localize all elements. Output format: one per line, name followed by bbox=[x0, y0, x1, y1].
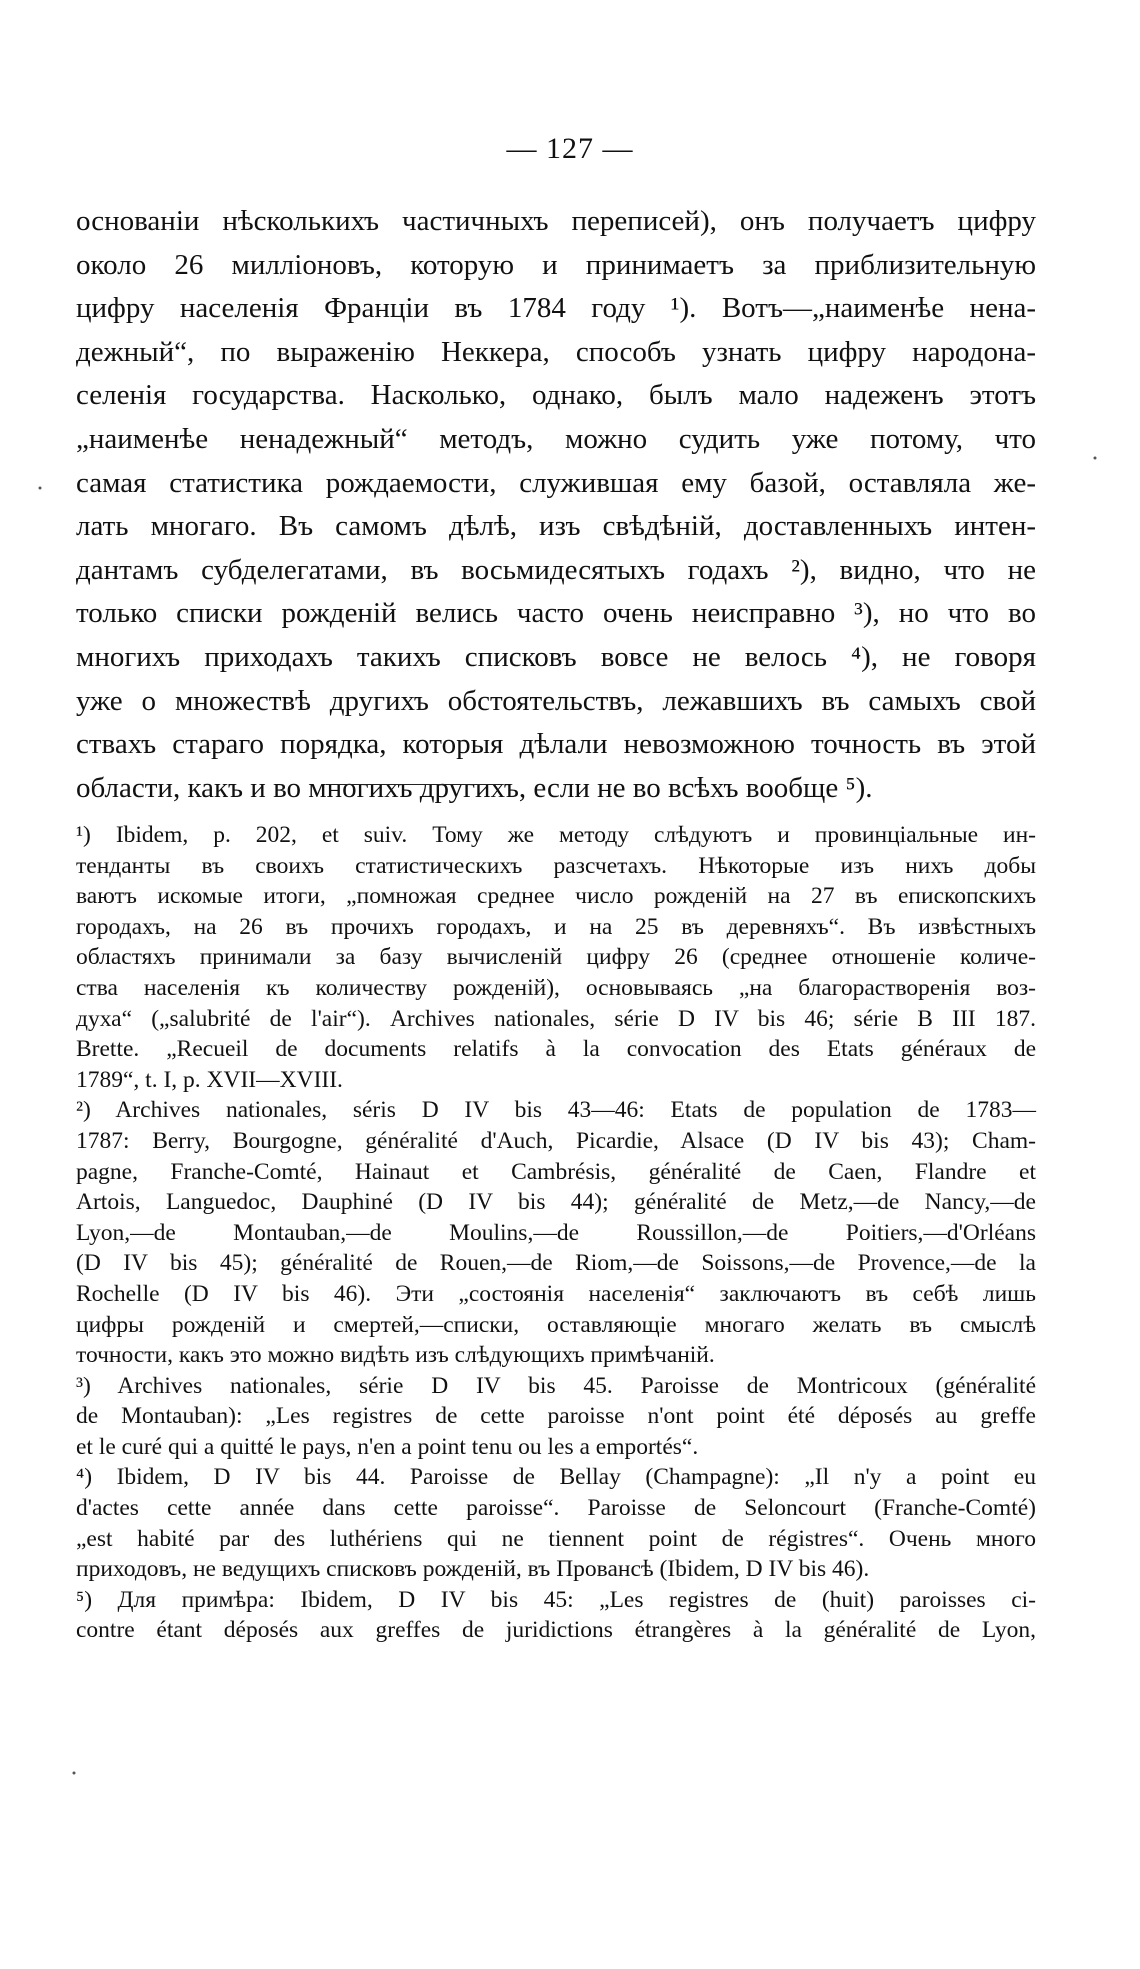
text-line: „наименѣе ненадежный“ методъ, можно судить уже потому, что bbox=[76, 422, 1036, 455]
footnote-line: точности, какъ это можно видѣть изъ слѣдующихъ примѣчаній. bbox=[76, 1342, 715, 1369]
text-line: ствахъ стараго порядка, которыя дѣлали невозможною точность въ этой bbox=[76, 728, 1036, 761]
footnote-line: Rochelle (D IV bis 46). Эти „состоянія населенія“ заключаютъ въ себѣ лишь bbox=[76, 1280, 1036, 1307]
footnote-3 bbox=[76, 1371, 1036, 1463]
footnote-line: тенданты въ своихъ статистическихъ разсчетахъ. Нѣкоторые изъ нихъ добы bbox=[76, 852, 1036, 879]
text-line: уже о множествѣ другихъ обстоятельствъ, лежавшихъ въ самыхъ свой bbox=[76, 684, 1036, 717]
footnote-line: ваютъ искомые итоги, „помножая среднее число рожденій на 27 въ епископскихъ bbox=[76, 883, 1036, 910]
footnotes bbox=[76, 820, 1036, 1646]
footnote-line: (D IV bis 45); généralité de Rouen,—de Riom,—de Soissons,—de Provence,—de la bbox=[76, 1250, 1036, 1277]
scan-speck bbox=[73, 1772, 76, 1775]
text-line: цифру населенія Франціи въ 1784 году ¹). Вотъ—„наименѣе нена- bbox=[76, 292, 1036, 325]
footnote-line: contre étant déposés aux greffes de juridictions étrangères à la généralité de Lyon, bbox=[76, 1617, 1036, 1644]
main-paragraph bbox=[76, 200, 1036, 810]
text-line: только списки рожденій велись часто очень неисправно ³), но что во bbox=[76, 597, 1036, 630]
scan-speck bbox=[1094, 457, 1097, 460]
page-number: — 127 — bbox=[506, 132, 634, 165]
footnote-5 bbox=[76, 1585, 1036, 1646]
footnote-1 bbox=[76, 820, 1036, 1095]
text-line: дежный“, по выраженію Неккера, способъ узнать цифру народона- bbox=[76, 335, 1036, 368]
footnote-line: et le curé qui a quitté le pays, n'en a point tenu ou les a emportés“. bbox=[76, 1433, 699, 1460]
footnote-line: de Montauban): „Les registres de cette paroisse n'ont point été déposés au greffe bbox=[76, 1403, 1036, 1430]
text-line: самая статистика рождаемости, служившая ему базой, оставляла же- bbox=[76, 466, 1036, 499]
footnote-line: ства населенія къ количеству рожденій), основываясь „на благорастворенія воз- bbox=[76, 974, 1036, 1001]
footnote-line: цифры рожденій и смертей,—списки, оставляющіе многаго желать въ смыслѣ bbox=[76, 1311, 1036, 1338]
text-line: селенія государства. Насколько, однако, былъ мало надеженъ этотъ bbox=[76, 379, 1036, 412]
text-line: лать многаго. Въ самомъ дѣлѣ, изъ свѣдѣній, доставленныхъ интен- bbox=[76, 510, 1036, 543]
footnote-line: d'actes cette année dans cette paroisse“. Paroisse de Seloncourt (Franche-Comté) bbox=[76, 1495, 1036, 1522]
footnote-line: приходовъ, не ведущихъ списковъ рожденій, въ Провансѣ (Ibidem, D IV bis 46). bbox=[76, 1556, 870, 1583]
footnote-line: ³) Archives nationales, série D IV bis 45. Paroisse de Montricoux (généralité bbox=[76, 1372, 1036, 1399]
footnote-line: ⁵) Для примѣра: Ibidem, D IV bis 45: „Les registres de (huit) paroisses ci- bbox=[76, 1586, 1036, 1613]
text-line: многихъ приходахъ такихъ списковъ вовсе не велось ⁴), не говоря bbox=[76, 640, 1036, 673]
text-line: области, какъ и во многихъ другихъ, если не во всѣхъ вообще ⁵). bbox=[76, 771, 873, 804]
footnote-line: Brette. „Recueil de documents relatifs à la convocation des Etats généraux de bbox=[76, 1036, 1036, 1063]
footnote-line: ⁴) Ibidem, D IV bis 44. Paroisse de Bellay (Champagne): „Il n'y a point eu bbox=[76, 1464, 1036, 1491]
footnote-line: городахъ, на 26 въ прочихъ городахъ, и на 25 въ деревняхъ“. Въ извѣстныхъ bbox=[76, 913, 1036, 940]
footnote-line: „est habité par des luthériens qui ne tiennent point de régistres“. Очень много bbox=[76, 1525, 1036, 1552]
footnote-line: областяхъ принимали за базу вычисленій цифру 26 (среднее отношеніе количе- bbox=[76, 944, 1036, 971]
footnote-line: ²) Archives nationales, séris D IV bis 43—46: Etats de population de 1783— bbox=[76, 1097, 1036, 1124]
footnote-separator bbox=[326, 784, 502, 785]
footnote-4 bbox=[76, 1462, 1036, 1584]
scan-speck bbox=[39, 487, 42, 490]
footnote-line: Lyon,—de Montauban,—de Moulins,—de Roussillon,—de Poitiers,—d'Orléans bbox=[76, 1219, 1036, 1246]
footnote-2 bbox=[76, 1095, 1036, 1370]
text-line: около 26 милліоновъ, которую и принимаетъ за приблизительную bbox=[76, 248, 1036, 281]
footnote-line: духа“ („salubrité de l'air“). Archives nationales, série D IV bis 46; série B III 187. bbox=[76, 1005, 1036, 1032]
footnote-line: ¹) Ibidem, p. 202, et suiv. Тому же методу слѣдуютъ и провинціальные ин- bbox=[76, 822, 1036, 848]
footnote-line: 1787: Berry, Bourgogne, généralité d'Auch, Picardie, Alsace (D IV bis 43); Cham- bbox=[76, 1127, 1036, 1154]
footnote-line: pagne, Franche-Comté, Hainaut et Cambrésis, généralité de Caen, Flandre et bbox=[76, 1158, 1036, 1185]
text-line: основаніи нѣсколькихъ частичныхъ переписей), онъ получаетъ цифру bbox=[76, 205, 1036, 237]
footnote-line: Artois, Languedoc, Dauphiné (D IV bis 44); généralité de Metz,—de Nancy,—de bbox=[76, 1189, 1036, 1216]
footnote-line: 1789“, t. I, p. XVII—XVIII. bbox=[76, 1066, 343, 1093]
text-line: дантамъ субделегатами, въ восьмидесятыхъ годахъ ²), видно, что не bbox=[76, 553, 1036, 586]
